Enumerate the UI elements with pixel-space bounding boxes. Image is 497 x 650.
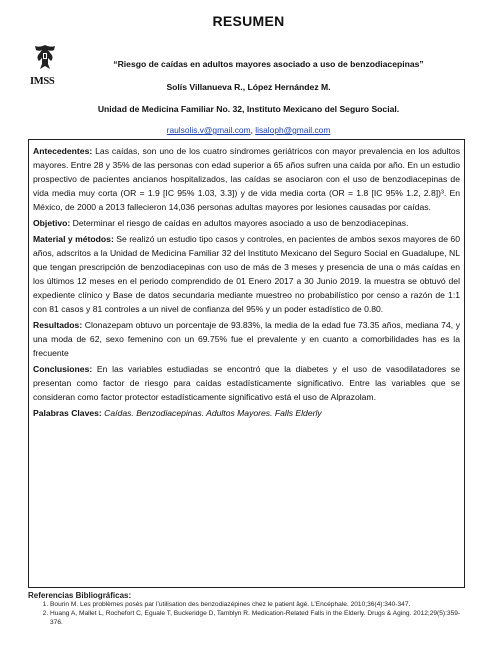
- paper-title: “Riesgo de caídas en adultos mayores asociado a uso de benzodiacepinas”: [113, 59, 424, 69]
- section-text: En las variables estudiadas se encontró que la diabetes y el uso de vasodilatadores se presentan como factor de riesgo para caídas estadísticamente significativo. Entre las variables que se consideran como factor protector estadísticamente significativo está el uso de Alprazolam.: [33, 364, 460, 402]
- section-label: Palabras Claves:: [33, 408, 102, 418]
- section-material: [33, 232, 460, 316]
- reference-item: 2. Huang A, Mallet L, Rochefort C, Eguale T, Buckeridge D, Tamblyn R. Medication-Related Falls in the Elderly. Drugs & Aging. 2012;29(5):359-376.: [50, 610, 468, 626]
- section-text: Se realizó un estudio tipo casos y controles, en pacientes de ambos sexos mayores de 60 años, adscritos a la Unidad de Medicina Familiar 32 del Instituto Mexicano del Seguro Social en Guadalupe, NL que tengan prescripción de benzodiacepinas con uso de más de 3 meses y presencia de una o más caídas en los últimos 12 meses en el periodo comprendido de 01 Enero 2017 a 30 Junio 2019. la muestra se obtuvó del expediente clínico y Base de datos secundaria mediante muestreo no probabilístico por censo a razón de 1:1 con 81 casos y 81 controles a un nivel de confianza del 95% y un poder estadístico de 0.80.: [33, 234, 460, 314]
- section-resultados: [33, 318, 460, 360]
- section-label: Antecedentes:: [33, 146, 93, 156]
- affiliation: Unidad de Medicina Familiar No. 32, Instituto Mexicano del Seguro Social.: [97, 104, 400, 114]
- email-separator: ,: [250, 125, 256, 135]
- section-conclusiones: [33, 362, 460, 404]
- authors: Solís Villanueva R., López Hernández M.: [166, 82, 331, 92]
- imss-logo-text: IMSS: [30, 76, 55, 87]
- section-objetivo: [33, 216, 460, 230]
- section-palabras-claves: [33, 406, 460, 420]
- reference-item: 1. Bourin M. Les problèmes posés par l’utilisation des benzodiazépines chez le patient âgé. L’Encéphale. 2010;36(4):340-347.: [50, 601, 468, 609]
- page-title: RESUMEN: [212, 13, 285, 29]
- keywords-text: Caídas. Benzodiacepinas. Adultos Mayores. Falls Elderly: [101, 408, 322, 418]
- references-list: [28, 601, 468, 627]
- section-text: Clonazepam obtuvo un porcentaje de 93.83%, la media de la edad fue 73.35 años, mediana 74, y una moda de 62, sexo femenino con un 69.75% fue el prevalente y en cuanto a comorbilidades has es la frecuente: [33, 320, 460, 358]
- section-label: Objetivo:: [33, 218, 71, 228]
- section-text: Las caídas, son uno de los cuatro síndromes geriátricos con mayor prevalencia en los adultos mayores. Entre 28 y 35% de las personas con edad superior a 65 años sufren una caída por año. En un estudio prospectivo de pacientes ancianos hospitalizados, las caídas se asociaron con el uso de benzodiacepinas de vida media muy corta (OR = 1.9 [IC 95% 1.03, 3.3]) y de vida media corta (OR = 1.8 [IC 95% 1.2, 2.8])³. En México, de 2000 a 2013 fallecieron 14,036 personas adultas mayores por lesiones causadas por caídas.: [33, 146, 460, 212]
- references: [28, 592, 468, 628]
- section-label: Conclusiones:: [33, 364, 93, 374]
- section-label: Resultados:: [33, 320, 83, 330]
- section-antecedentes: [33, 144, 460, 214]
- section-label: Material y métodos:: [33, 234, 114, 244]
- email-link-1[interactable]: raulsolis.v@gmail.com: [166, 125, 251, 135]
- author-emails: [0, 125, 497, 135]
- section-text: Determinar el riesgo de caídas en adultos mayores asociado a uso de benzodiacepinas.: [70, 218, 409, 228]
- references-heading: Referencias Bibliográficas:: [28, 591, 132, 600]
- abstract-box: [28, 139, 465, 588]
- email-link-2[interactable]: lisaloph@gmail.com: [255, 125, 331, 135]
